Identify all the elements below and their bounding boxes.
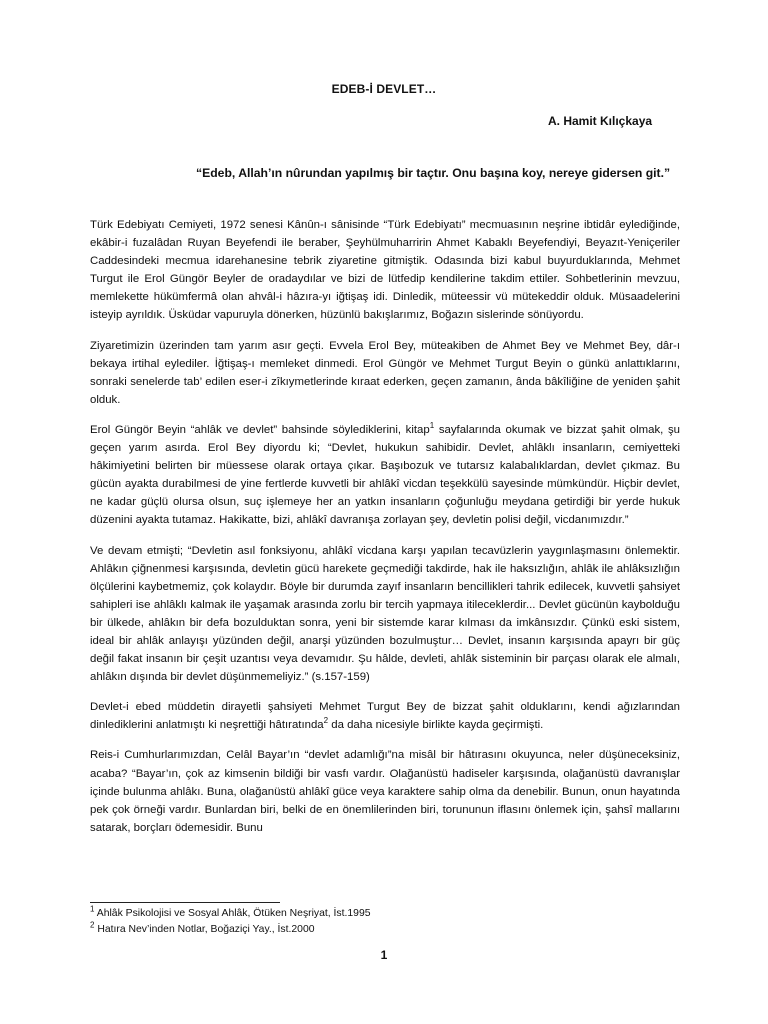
page-number: 1: [380, 948, 388, 962]
footnote-1: [90, 904, 371, 919]
footnote-ref-1: 1: [429, 421, 435, 431]
paragraph-2: Ziyaretimizin üzerinden tam yarım asır geçti. Evvela Erol Bey, müteakiben de Ahmet Bey ve Mehmet Bey, dâr-ı bekaya irtihal eylediler. İğtişaş-ı memleket dinmedi. Erol Güngör ve Mehmet Turgut Beyin o günkü anlattıklarını, sonraki senelerde tab’ edilen eser-i zîkıymetlerinde kıraat ederken, geçen zamanın, ânda bâkîliğine de yeniden şahit olduk.: [90, 339, 680, 406]
article-body: [90, 216, 680, 849]
document-title: EDEB-İ DEVLET…: [331, 82, 437, 96]
paragraph-4: Ve devam etmişti; “Devletin asıl fonksiyonu, ahlâkî vicdana karşı yapılan tecavüzlerin yaygınlaşmasını önlemektir. Ahlâkın çiğnenmesi karşısında, devletin gücü harekete geçmediği takdirde, hak ile haksızlığın, ahlâk ile ahlâksızlığın ölçülerini kaybetmemiz, çok kolaydır. Böyle bir durumda zayıf insanların bencillikleri tahrik edilecek, kuvvetli şahsiyet sahipleri ise ahlâklı kalmak ile yaşamak arasında zorlu bir tercih yapmaya itileceklerdir... Devlet gücünün kaybolduğu bir ülkede, ahlâkın bir defa bozulduktan sonra, yeni bir sistemde karar kılması da imkânsızdır. Çünkü eski sistem, ideal bir ahlâk anlayışı yüzünden değil, anarşi yüzünden bozulmuştur… Devlet, insanın karşısında apayrı bir güç değil fakat insanın bir çeşit uzantısı veya devamıdır. Şu hâlde, devleti, ahlâk sisteminin bir parçası olarak ele almalı, ahlâkın dışında bir devlet düşünmemeliyiz.” (s.157-159): [90, 544, 680, 684]
epigraph-quote: “Edeb, Allah’ın nûrundan yapılmış bir taçtır. Onu başına koy, nereye gidersen git.”: [196, 166, 671, 180]
paragraph-3-text-a: Erol Güngör Beyin “ahlâk ve devlet” bahsinde söylediklerini, kitap: [90, 423, 430, 436]
footnote-2: [90, 920, 315, 935]
footnote-2-mark: 2: [90, 920, 95, 930]
paragraph-5-text-a: Devlet-i ebed müddetin dirayetli şahsiyeti Mehmet Turgut Bey de bizzat şahit olduklarını, kendi ağızlarından dinlediklerini anlatmıştı ki neşrettiği hâtıratında: [90, 701, 680, 732]
paragraph-6: Reis-i Cumhurlarımızdan, Celâl Bayar’ın “devlet adamlığı”na misâl bir hâtırasını okuyunca, neler düşüneceksiniz, acaba? “Bayar’ın, çok az kimsenin bildiği bir vasfı vardır. Olağanüstü hadiseler karşısında, olağanüstü davranışlar içinde bulunma ahlâkı. Buna, olağanüstü ahlâkî güce veya karaktere sahip olma da denebilir. Bunun, onun hayatında pek çok örneği vardır. Bunlardan biri, belki de en önemlilerinden biri, torununun iflasını önlemek için, şahsî mallarını satarak, borçları ödemesidir. Bunu: [90, 749, 680, 834]
paragraph-5: [90, 698, 680, 734]
footnote-2-text: Hatıra Nev’inden Notlar, Boğaziçi Yay., İst.2000: [94, 924, 315, 935]
paragraph-1: Türk Edebiyatı Cemiyeti, 1972 senesi Kânûn-ı sânisinde “Türk Edebiyatı” mecmuasının neşrine ibtidâr eylediğinde, ekâbir-i fuzalâdan Ruyan Beyefendi ile beraber, Şeyhülmuharririn Ahmet Kabaklı Beyefendiyi, Beyazıt-Yeniçeriler Caddesindeki mecmua idarehanesine tebrik ziyaretine gitmiştik. Odasında bizi kabul buyurduklarında, Mehmet Turgut ile Erol Güngör Beyler de oradaydılar ve bizi de lütfedip kendilerine takdim ettiler. Sohbetlerinin mevzuu, memlekette hükümfermâ olan ahvâl-i hâzıra-yı iğtişaş idi. Dinledik, müteessir vü mütekeddir olduk. Müsaadelerini isteyip ayrıldık. Üsküdar vapuruyla dönerken, hüzünlü bakışlarımız, Boğazın sislerinde sönüyordu.: [90, 219, 680, 322]
paragraph-3-text-b: sayfalarında okumak ve bizzat şahit olmak, şu geçen yarım asırda. Erol Bey diyordu ki; “Devlet, hukukun sahibidir. Devlet, ahlâklı insanların, cemiyetteki hâkimiyetini belirten bir müessese olarak ortaya çıkar. Başıbozuk ve tutarsız kalabalıklardan, devlet çıkmaz. Bu gücün ayakta durabilmesi de yine fertlerde kuvvetli bir ahlâkî vicdan teşekkülü sayesinde mümkündür. Hiçbir devlet, ne kadar güçlü olursa olsun, suç işlemeye her an yatkın insanların çoğunluğu meydana getirdiği bir yerde hukuk düzenini ayakta tutamaz. Hakikatte, bizi, ahlâkî davranışa zorlayan şey, devletin polisi değil, vicdanımızdır.”: [90, 423, 680, 527]
footnote-separator: [90, 902, 280, 903]
paragraph-3: [90, 421, 680, 530]
author-name: A. Hamit Kılıçkaya: [548, 114, 653, 128]
footnote-1-text: Ahlâk Psikolojisi ve Sosyal Ahlâk, Ötüken Neşriyat, İst.1995: [94, 908, 371, 919]
paragraph-5-text-b: da daha nicesiyle birlikte kayda geçirmişti.: [328, 719, 544, 732]
footnote-ref-2: 2: [323, 716, 329, 726]
footnote-1-mark: 1: [90, 904, 95, 914]
